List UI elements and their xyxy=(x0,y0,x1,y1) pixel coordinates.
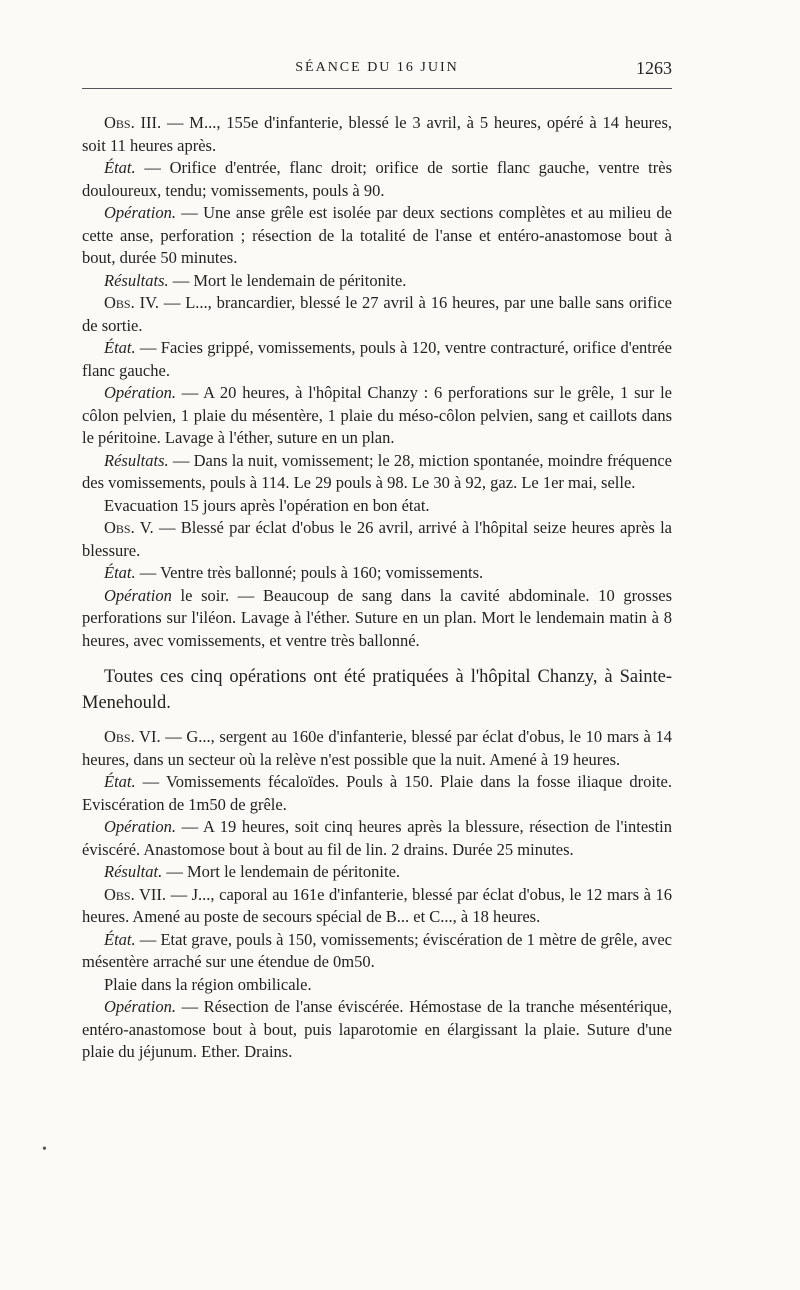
page-number: 1263 xyxy=(636,58,672,78)
paragraph xyxy=(82,771,672,816)
paragraph-text: — A 20 heures, à l'hôpital Chanzy : 6 perforations sur le grêle, 1 sur le côlon pelvien, 1 plaie du mésentère, 1 plaie du méso-côlon pelvien, sang et caillots dans le péritoine. Lavage à l'éther, suture en un plan. xyxy=(82,383,672,447)
paragraph-label: Résultats. xyxy=(104,450,169,470)
paragraph-label: État. xyxy=(104,929,136,949)
paragraph-text: — Orifice d'entrée, flanc droit; orifice de sortie flanc gauche, ventre très douloureux, tendu; vomissements, pouls à 90. xyxy=(82,158,672,200)
paragraph-text: — Vomissements fécaloïdes. Pouls à 150. Plaie dans la fosse iliaque droite. Eviscération de 1m50 de grêle. xyxy=(82,772,672,814)
paragraph-text: — M..., 155e d'infanterie, blessé le 3 avril, à 5 heures, opéré à 14 heures, soit 11 heures après. xyxy=(82,113,673,155)
paragraph xyxy=(82,202,672,270)
margin-mark: • xyxy=(42,1142,47,1157)
paragraph-label: Opération. xyxy=(104,383,176,402)
paragraph-text: Plaie dans la région ombilicale. xyxy=(104,974,312,994)
paragraph-text: le soir. — Beaucoup de sang dans la cavité abdominale. 10 grosses perforations sur l'iléon. Lavage à l'éther. Suture en un plan. Mort le lendemain matin à 8 heures, avec vomissements, et ventre très ballonné. xyxy=(82,585,672,650)
paragraph-label: État. xyxy=(104,772,136,791)
paragraph-label: Opération. xyxy=(104,817,176,836)
paragraph-text: — Blessé par éclat d'obus le 26 avril, arrivé à l'hôpital seize heures après la blessure. xyxy=(82,518,672,560)
paragraph xyxy=(82,562,672,585)
paragraph-label: Résultat. xyxy=(104,862,163,881)
paragraph-text: — Dans la nuit, vomissement; le 28, miction spontanée, moindre fréquence des vomissements, pouls à 114. Le 29 pouls à 98. Le 30 à 92, gaz. Le 1er mai, selle. xyxy=(82,450,672,492)
paragraph-text: — A 19 heures, soit cinq heures après la blessure, résection de l'intestin éviscéré. Anastomose bout à bout au fil de lin. 2 drains. Durée 25 minutes. xyxy=(82,817,672,859)
paragraph-text: Evacuation 15 jours après l'opération en bon état. xyxy=(104,495,430,515)
summary-paragraph xyxy=(82,664,672,716)
paragraph xyxy=(82,884,672,929)
paragraph xyxy=(82,996,672,1064)
paragraph-label: Obs. III. xyxy=(104,113,162,132)
paragraph xyxy=(82,450,672,495)
paragraph xyxy=(82,816,672,861)
paragraph-text: — Mort le lendemain de péritonite. xyxy=(168,270,407,290)
paragraph xyxy=(82,337,672,382)
paragraph-text: — Mort le lendemain de péritonite. xyxy=(162,862,401,881)
paragraph-text: — Etat grave, pouls à 150, vomissements; éviscération de 1 mètre de grêle, avec mésentère arraché sur une étendue de 0m50. xyxy=(82,929,672,971)
paragraph-label: Opération. xyxy=(104,997,176,1016)
paragraph xyxy=(82,270,672,293)
running-header xyxy=(82,58,672,89)
paragraph-label: Opération xyxy=(104,585,172,605)
paragraph-label: Obs. V. xyxy=(104,518,154,537)
paragraph-label: Opération. xyxy=(104,203,176,222)
paragraph-text: Toutes ces cinq opérations ont été pratiquées à l'hôpital Chanzy, à Sainte-Menehould. xyxy=(82,667,672,713)
paragraph-text: — Une anse grêle est isolée par deux sections complètes et au milieu de cette anse, perforation ; résection de la totalité de l'anse et entéro-anastomose bout à bout, durée 50 minutes. xyxy=(82,203,672,267)
paragraph xyxy=(82,726,672,771)
paragraph-label: Résultats. xyxy=(104,270,169,290)
paragraph-label: État. xyxy=(104,338,136,357)
paragraph-text: — G..., sergent au 160e d'infanterie, blessé par éclat d'obus, le 10 mars à 14 heures, dans un secteur où la relève n'est possible que la nuit. Amené à 19 heures. xyxy=(82,727,672,769)
paragraph-text: — J..., caporal au 161e d'infanterie, blessé par éclat d'obus, le 12 mars à 16 heures. Amené au poste de secours spécial de B... et C..., à 18 heures. xyxy=(82,884,672,926)
paragraph xyxy=(82,157,672,202)
paragraph-text: — L..., brancardier, blessé le 27 avril à 16 heures, par une balle sans orifice de sortie. xyxy=(82,293,672,335)
paragraph xyxy=(82,382,672,450)
paragraph-label: Obs. IV. xyxy=(104,293,159,312)
header-title: SÉANCE DU 16 JUIN xyxy=(295,60,459,75)
paragraph xyxy=(82,112,672,157)
paragraph-text: — Résection de l'anse éviscérée. Hémostase de la tranche mésentérique, entéro-anastomose bout à bout, puis laparotomie en élargissant la plaie. Suture d'une plaie du jéjunum. Ether. Drains. xyxy=(82,997,672,1061)
paragraph-label: Obs. VII. xyxy=(104,884,167,904)
paragraph-text: — Facies grippé, vomissements, pouls à 120, ventre contracturé, orifice d'entrée flanc gauche. xyxy=(82,338,672,380)
paragraph xyxy=(82,929,672,974)
paragraph xyxy=(82,861,672,884)
paragraph xyxy=(82,292,672,337)
paragraph xyxy=(82,974,672,997)
paragraph xyxy=(82,585,672,653)
paragraph-label: État. xyxy=(104,563,136,582)
paragraph-label: Obs. VI. xyxy=(104,727,161,746)
paragraph-text: — Ventre très ballonné; pouls à 160; vomissements. xyxy=(135,563,484,582)
body-text xyxy=(82,112,672,1064)
paragraph xyxy=(82,495,672,518)
paragraph xyxy=(82,517,672,562)
paragraph-label: État. xyxy=(104,158,136,177)
